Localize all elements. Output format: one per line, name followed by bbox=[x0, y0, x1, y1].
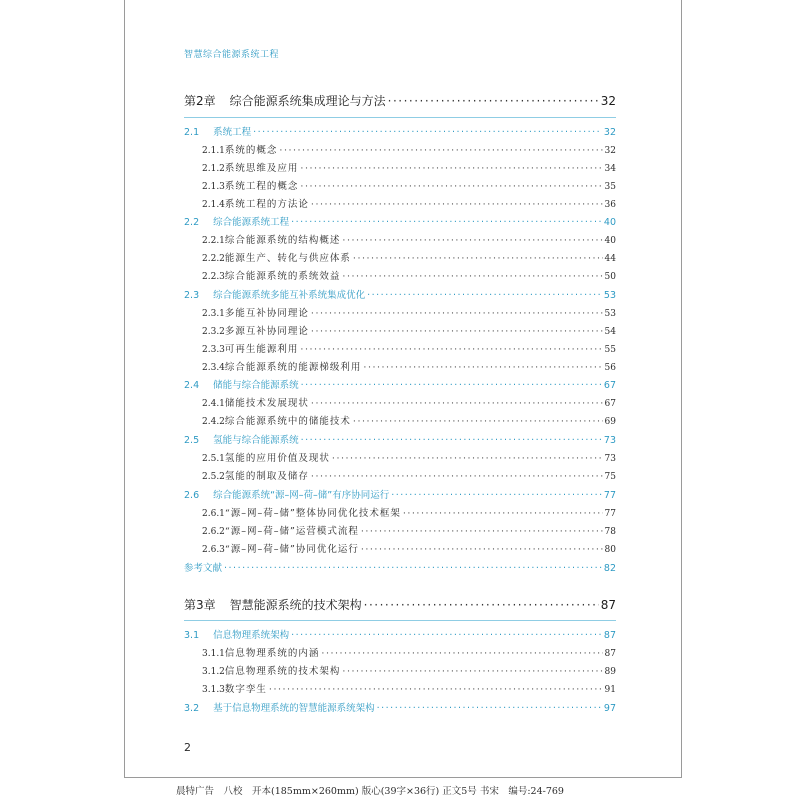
subsection-page: 40 bbox=[604, 236, 616, 246]
subsection-number: 2.6.2 bbox=[202, 527, 225, 537]
leader-dots bbox=[367, 290, 602, 301]
toc-subsection[interactable] bbox=[202, 505, 616, 519]
toc-subsection[interactable] bbox=[202, 305, 616, 319]
toc-subsection[interactable] bbox=[202, 341, 616, 355]
subsection-title: 信息物理系统的内涵 bbox=[224, 648, 320, 659]
toc-subsection[interactable] bbox=[202, 541, 616, 555]
subsection-page: 56 bbox=[604, 363, 616, 373]
section-number: 2.1 bbox=[184, 127, 200, 138]
subsection-number: 3.1.3 bbox=[202, 685, 225, 695]
subsection-number: 2.3.3 bbox=[202, 345, 225, 355]
leader-dots bbox=[301, 435, 602, 446]
subsection-page: 32 bbox=[604, 146, 616, 156]
toc-subsection[interactable] bbox=[202, 523, 616, 537]
subsection-page: 55 bbox=[604, 345, 616, 355]
subsection-page: 54 bbox=[604, 327, 616, 337]
subsection-title: 系统的概念 bbox=[224, 145, 278, 156]
subsection-title: “源–网–荷–储”协同优化运行 bbox=[224, 544, 359, 555]
section-title: 综合能源系统多能互补系统集成优化 bbox=[213, 290, 366, 301]
section-page: 40 bbox=[603, 217, 616, 228]
toc-section[interactable] bbox=[184, 124, 616, 138]
chapter-divider bbox=[184, 620, 616, 621]
section-number: 3.1 bbox=[184, 630, 200, 641]
subsection-number: 2.1.4 bbox=[202, 200, 225, 210]
chapter-title: 综合能源系统集成理论与方法 bbox=[229, 94, 386, 108]
print-info: 晨特广告 八校 开本(185mm×260mm) 版心(39字×36行) 正文5号 书宋 编号:24-769 bbox=[176, 786, 564, 797]
toc-subsection[interactable] bbox=[202, 413, 616, 427]
leader-dots bbox=[311, 326, 603, 337]
subsection-page: 78 bbox=[604, 527, 616, 537]
leader-dots bbox=[291, 630, 602, 641]
subsection-title: 数字孪生 bbox=[224, 684, 267, 695]
toc-subsection[interactable] bbox=[202, 178, 616, 192]
leader-dots bbox=[361, 526, 603, 537]
leader-dots bbox=[269, 684, 603, 695]
subsection-title: “源–网–荷–储”整体协同优化技术框架 bbox=[224, 508, 401, 519]
toc-section[interactable] bbox=[184, 214, 616, 228]
subsection-page: 36 bbox=[604, 200, 616, 210]
toc-section[interactable] bbox=[184, 627, 616, 641]
subsection-number: 2.6.3 bbox=[202, 545, 225, 555]
leader-dots bbox=[363, 362, 602, 373]
leader-dots bbox=[353, 253, 603, 264]
subsection-page: 75 bbox=[604, 472, 616, 482]
leader-dots bbox=[279, 145, 602, 156]
leader-dots bbox=[353, 416, 603, 427]
subsection-title: “源–网–荷–储”运营模式流程 bbox=[224, 526, 359, 537]
subsection-title: 氢能的应用价值及现状 bbox=[224, 453, 330, 464]
section-title: 储能与综合能源系统 bbox=[213, 380, 299, 391]
toc-subsection[interactable] bbox=[202, 196, 616, 210]
section-title: 基于信息物理系统的智慧能源系统架构 bbox=[213, 703, 375, 714]
section-number: 2.4 bbox=[184, 380, 200, 391]
leader-dots bbox=[321, 648, 602, 659]
toc-references[interactable] bbox=[184, 560, 616, 574]
subsection-number: 2.3.4 bbox=[202, 363, 225, 373]
subsection-page: 53 bbox=[604, 309, 616, 319]
leader-dots bbox=[300, 181, 602, 192]
section-number: 3.2 bbox=[184, 703, 200, 714]
subsection-title: 综合能源系统的系统效益 bbox=[224, 271, 341, 282]
toc-section[interactable] bbox=[184, 377, 616, 391]
leader-dots bbox=[311, 398, 603, 409]
subsection-page: 89 bbox=[604, 667, 616, 677]
subsection-number: 2.5.2 bbox=[202, 472, 225, 482]
subsection-page: 87 bbox=[604, 649, 616, 659]
section-number: 2.3 bbox=[184, 290, 200, 301]
subsection-number: 2.4.2 bbox=[202, 417, 225, 427]
subsection-number: 3.1.2 bbox=[202, 667, 225, 677]
leader-dots bbox=[391, 490, 602, 501]
subsection-page: 44 bbox=[604, 254, 616, 264]
subsection-title: 综合能源系统的结构概述 bbox=[224, 235, 341, 246]
subsection-title: 氢能的制取及储存 bbox=[224, 471, 309, 482]
subsection-number: 2.2.3 bbox=[202, 272, 225, 282]
leader-dots bbox=[364, 598, 599, 612]
leader-dots bbox=[311, 471, 603, 482]
leader-dots bbox=[311, 308, 603, 319]
subsection-title: 信息物理系统的技术架构 bbox=[224, 666, 341, 677]
section-title: 综合能源系统工程 bbox=[213, 217, 290, 228]
subsection-title: 能源生产、转化与供应体系 bbox=[224, 253, 351, 264]
subsection-page: 91 bbox=[604, 685, 616, 695]
subsection-number: 2.2.2 bbox=[202, 254, 225, 264]
toc-chapter[interactable] bbox=[184, 596, 616, 613]
toc-section[interactable] bbox=[184, 432, 616, 446]
leader-dots bbox=[342, 271, 602, 282]
leader-dots bbox=[342, 666, 602, 677]
toc-chapter[interactable] bbox=[184, 92, 616, 109]
section-page: 73 bbox=[603, 435, 616, 446]
leader-dots bbox=[300, 344, 602, 355]
toc-subsection[interactable] bbox=[202, 468, 616, 482]
subsection-page: 35 bbox=[604, 182, 616, 192]
subsection-title: 综合能源系统中的储能技术 bbox=[224, 416, 351, 427]
subsection-number: 2.3.1 bbox=[202, 309, 225, 319]
subsection-number: 2.1.2 bbox=[202, 164, 225, 174]
subsection-number: 3.1.1 bbox=[202, 649, 225, 659]
chapter-number: 第3章 bbox=[184, 598, 216, 612]
toc-subsection[interactable] bbox=[202, 395, 616, 409]
subsection-number: 2.6.1 bbox=[202, 509, 225, 519]
section-title: 信息物理系统架构 bbox=[213, 630, 290, 641]
subsection-page: 67 bbox=[604, 399, 616, 409]
subsection-page: 73 bbox=[604, 454, 616, 464]
leader-dots bbox=[224, 563, 602, 574]
subsection-title: 多源互补协同理论 bbox=[224, 326, 309, 337]
subsection-number: 2.1.1 bbox=[202, 146, 225, 156]
toc-subsection[interactable] bbox=[202, 681, 616, 695]
chapter-page: 87 bbox=[600, 598, 616, 612]
toc-subsection[interactable] bbox=[202, 645, 616, 659]
section-title: 系统工程 bbox=[213, 127, 252, 138]
subsection-number: 2.5.1 bbox=[202, 454, 225, 464]
toc-section[interactable] bbox=[184, 700, 616, 714]
section-number: 2.6 bbox=[184, 490, 200, 501]
leader-dots bbox=[361, 544, 603, 555]
running-header: 智慧综合能源系统工程 bbox=[184, 50, 280, 60]
subsection-number: 2.4.1 bbox=[202, 399, 225, 409]
subsection-page: 34 bbox=[604, 164, 616, 174]
toc-subsection[interactable] bbox=[202, 232, 616, 246]
section-page: 87 bbox=[603, 630, 616, 641]
subsection-title: 系统思维及应用 bbox=[224, 163, 299, 174]
section-page: 67 bbox=[603, 380, 616, 391]
subsection-page: 69 bbox=[604, 417, 616, 427]
chapter-divider bbox=[184, 117, 616, 118]
leader-dots bbox=[311, 199, 603, 210]
subsection-title: 多能互补协同理论 bbox=[224, 308, 309, 319]
subsection-title: 可再生能源利用 bbox=[224, 344, 299, 355]
section-number: 2.2 bbox=[184, 217, 200, 228]
subsection-title: 储能技术发展现状 bbox=[224, 398, 309, 409]
section-title: 综合能源系统“源–网–荷–储”有序协同运行 bbox=[213, 490, 390, 501]
toc-subsection[interactable] bbox=[202, 450, 616, 464]
subsection-title: 综合能源系统的能源梯级利用 bbox=[224, 362, 362, 373]
toc-subsection[interactable] bbox=[202, 250, 616, 264]
references-page: 82 bbox=[603, 563, 616, 574]
chapter-title: 智慧能源系统的技术架构 bbox=[229, 598, 362, 612]
leader-dots bbox=[403, 508, 603, 519]
toc-subsection[interactable] bbox=[202, 142, 616, 156]
toc-subsection[interactable] bbox=[202, 359, 616, 373]
subsection-page: 77 bbox=[604, 509, 616, 519]
subsection-title: 系统工程的概念 bbox=[224, 181, 299, 192]
leader-dots bbox=[291, 217, 602, 228]
toc-subsection[interactable] bbox=[202, 268, 616, 282]
leader-dots bbox=[377, 703, 602, 714]
toc-section[interactable] bbox=[184, 287, 616, 301]
section-page: 53 bbox=[603, 290, 616, 301]
page-number: 2 bbox=[184, 741, 191, 754]
leader-dots bbox=[388, 94, 599, 108]
subsection-number: 2.2.1 bbox=[202, 236, 225, 246]
leader-dots bbox=[342, 235, 602, 246]
chapter-number: 第2章 bbox=[184, 94, 216, 108]
subsection-number: 2.3.2 bbox=[202, 327, 225, 337]
subsection-page: 80 bbox=[604, 545, 616, 555]
section-number: 2.5 bbox=[184, 435, 200, 446]
toc-subsection[interactable] bbox=[202, 663, 616, 677]
leader-dots bbox=[300, 163, 602, 174]
leader-dots bbox=[332, 453, 603, 464]
toc-section[interactable] bbox=[184, 487, 616, 501]
subsection-title: 系统工程的方法论 bbox=[224, 199, 309, 210]
leader-dots bbox=[253, 127, 602, 138]
section-page: 97 bbox=[603, 703, 616, 714]
toc-subsection[interactable] bbox=[202, 323, 616, 337]
subsection-page: 50 bbox=[604, 272, 616, 282]
chapter-page: 32 bbox=[600, 94, 616, 108]
section-page: 32 bbox=[603, 127, 616, 138]
leader-dots bbox=[301, 380, 602, 391]
subsection-number: 2.1.3 bbox=[202, 182, 225, 192]
references-title: 参考文献 bbox=[184, 563, 223, 574]
toc-subsection[interactable] bbox=[202, 160, 616, 174]
section-title: 氢能与综合能源系统 bbox=[213, 435, 299, 446]
section-page: 77 bbox=[603, 490, 616, 501]
